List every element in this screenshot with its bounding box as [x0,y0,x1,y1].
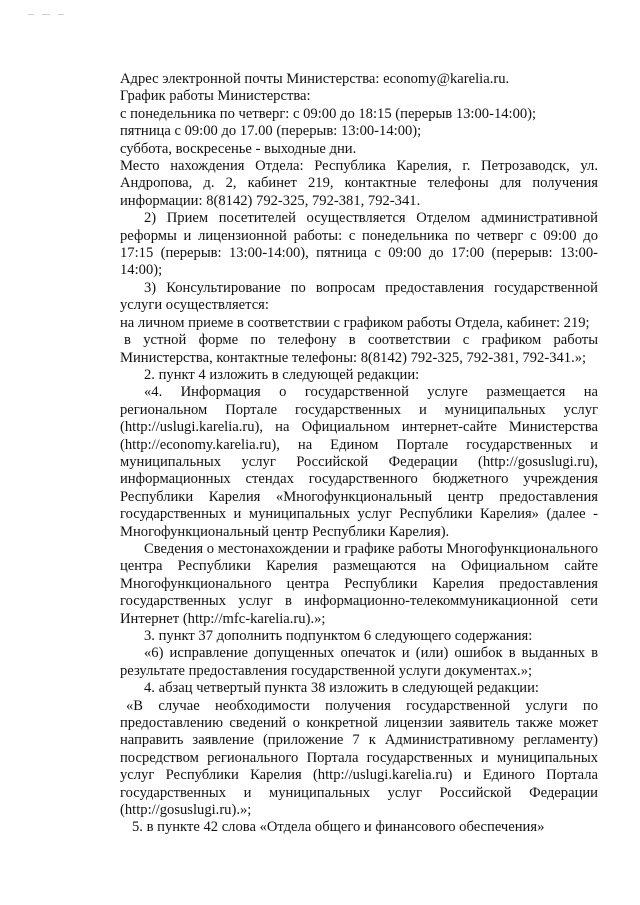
scan-artifact [28,14,74,20]
point-38-text: «В случае необходимости получения государственной услуги по предоставлению сведений о конкретной лицензии заявитель также может направить заявление (приложение 7 к Административному регламенту) посредством регионального Портала государственных и муниципальных услуг Республики Карелия (http://uslugi.karelia.ru) и Единого Портала государственных и муниципальных услуг Российской Федерации (http://gosuslugi.ru).»; [120,697,598,819]
amend-point-38: 4. абзац четвертый пункта 38 изложить в следующей редакции: [144,680,539,697]
amend-point-4: 2. пункт 4 изложить в следующей редакции: [144,366,420,383]
document-body [120,71,598,837]
consulting-by-phone: в устной форме по телефону в соответствии с графиком работы Министерства, контактные телефоны: 8(8142) 792-325, 792-381, 792-341.»; [120,332,598,366]
consulting-in-person: на личном приеме в соответствии с графиком работы Отдела, кабинет: 219; [120,314,590,331]
amend-point-42: 5. в пункте 42 слова «Отдела общего и финансового обеспечения» [132,819,545,836]
schedule-mon-thu: с понедельника по четверг: с 09:00 до 18:15 (перерыв 13:00-14:00); [120,105,537,122]
department-location: Место нахождения Отдела: Республика Карелия, г. Петрозаводск, ул. Андропова, д. 2, кабинет 219, контактные телефоны для получения информации: 8(8142) 792-325, 792-381, 792-341. [120,158,598,209]
point-4-text: «4. Информация о государственной услуге размещается на региональном Портале государственных и муниципальных услуг (http://uslugi.karelia.ru), на Официальном интернет-сайте Министерства (http://economy.karelia.ru), на Едином Портале государственных и муниципальных услуг Российской Федерации (http://gosuslugi.ru), информационных стендах государственного бюджетного учреждения Республики Карелия «Многофункциональный центр предоставления государственных и муниципальных услуг Республики Карелия» (далее - Многофункциональный центр Республики Карелия). [120,384,598,540]
email-line: Адрес электронной почты Министерства: economy@karelia.ru. [120,71,510,87]
point-37-subpoint-6: «6) исправление допущенных опечаток и (или) ошибок в выданных в результате предоставления государственной услуги документах.»; [120,645,598,679]
amend-point-37: 3. пункт 37 дополнить подпунктом 6 следующего содержания: [144,628,533,644]
schedule-heading: График работы Министерства: [120,88,311,105]
item-3-consulting: 3) Консультирование по вопросам предоставления государственной услуги осуществляется: [120,279,598,314]
schedule-weekend: суббота, воскресенье - выходные дни. [120,140,357,157]
mfc-info: Сведения о местонахождении и графике работы Многофункционального центра Республики Карелия размещаются на Официальном сайте Многофункционального центра Республики Карелия предоставления государственных услуг в информационно-телекоммуникационной сети Интернет (http://mfc-karelia.ru).»; [120,540,598,627]
schedule-friday: пятница с 09:00 до 17.00 (перерыв: 13:00-14:00); [120,123,422,140]
item-2-reception: 2) Прием посетителей осуществляется Отделом административной реформы и лицензионной работы: с понедельника по четверг с 09:00 до 17:15 (перерыв: 13:00-14:00), пятница с 09:00 до 17:00 (перерыв: 13:00-14:00); [120,210,598,279]
